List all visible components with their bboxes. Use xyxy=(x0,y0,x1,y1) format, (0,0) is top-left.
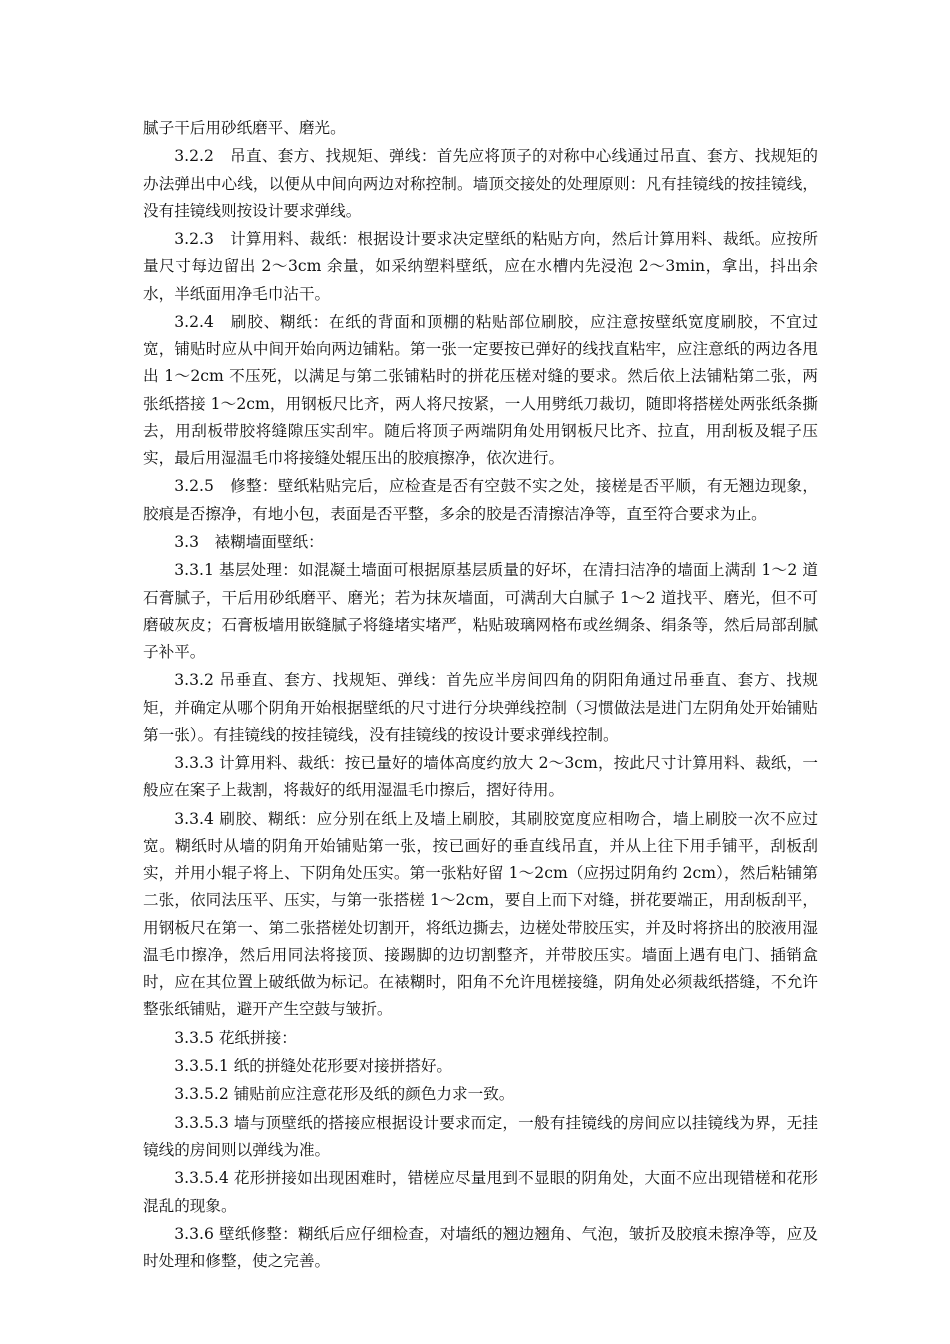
paragraph-3-3-5-4: 3.3.5.4 花形拼接如出现困难时，错槎应尽量甩到不显眼的阴角处，大面不应出现错槎和花形混乱的现象。 xyxy=(143,1169,818,1215)
paragraph-3-2-2: 3.2.2 吊直、套方、找规矩、弹线：首先应将顶子的对称中心线通过吊直、套方、找规矩的办法弹出中心线，以便从中间向两边对称控制。墙顶交接处的处理原则：凡有挂镜线的按挂镜线，没有挂镜线则按设计要求弹线。 xyxy=(143,147,818,220)
paragraph-3-3-5-2: 3.3.5.2 铺贴前应注意花形及纸的颜色力求一致。 xyxy=(174,1085,515,1104)
section-heading-3-3: 3.3 裱糊墙面壁纸： xyxy=(174,532,324,551)
paragraph-3-3-5: 3.3.5 花纸拼接： xyxy=(174,1028,297,1047)
paragraph-3-3-4: 3.3.4 刷胶、糊纸：应分别在纸上及墙上刷胶，其刷胶宽度应相吻合，墙上刷胶一次不应过宽。糊纸时从墙的阴角开始铺贴第一张，按已画好的垂直线吊直，并从上往下用手铺平，刮板刮实，并用小辊子将上、下阴角处压实。第一张粘好留 1～2cm（应拐过阴角约 2cm），然后粘铺第二张，依同法压平、压实，与第一张搭槎 1～2cm，要自上而下对缝，拼花要端正，用刮板刮平，用钢板尺在第一、第二张搭槎处切割开，将纸边撕去，边槎处带胶压实，并及时将挤出的胶液用湿温毛巾擦净，然后用同法将接顶、接踢脚的边切割整齐，并带胶压实。墙面上遇有电门、插销盒时，应在其位置上破纸做为标记。在裱糊时，阳角不允许甩槎接缝，阴角处必须裁纸搭缝，不允许整张纸铺贴，避开产生空鼓与皱折。 xyxy=(143,809,818,1019)
document-body xyxy=(143,115,818,1277)
paragraph-3-3-5-1: 3.3.5.1 纸的拼缝处花形要对接拼搭好。 xyxy=(174,1056,453,1075)
paragraph-3-3-1: 3.3.1 基层处理：如混凝土墙面可根据原基层质量的好坏，在清扫洁净的墙面上满刮 1～2 道石膏腻子，干后用砂纸磨平、磨光；若为抹灰墙面，可满刮大白腻子 1～2 道找平、磨光，但不可磨破灰皮；石膏板墙用嵌缝腻子将缝堵实堵严，粘贴玻璃网格布或丝绸条、绢条等，然后局部刮腻子补平。 xyxy=(143,561,818,661)
paragraph-intro: 腻子干后用砂纸磨平、磨光。 xyxy=(143,119,346,137)
paragraph-3-2-5: 3.2.5 修整：壁纸粘贴完后，应检查是否有空鼓不实之处，接槎是否平顺，有无翘边现象，胶痕是否擦净，有地小包，表面是否平整，多余的胶是否清擦洁净等，直至符合要求为止。 xyxy=(143,477,818,523)
paragraph-3-3-2: 3.3.2 吊垂直、套方、找规矩、弹线：首先应半房间四角的阴阳角通过吊垂直、套方、找规矩，并确定从哪个阴角开始根据壁纸的尺寸进行分块弹线控制（习惯做法是进门左阴角处开始铺贴第一张）。有挂镜线的按挂镜线，没有挂镜线的按设计要求弹线控制。 xyxy=(143,671,818,744)
paragraph-3-2-3: 3.2.3 计算用料、裁纸：根据设计要求决定壁纸的粘贴方向，然后计算用料、裁纸。应按所量尺寸每边留出 2～3cm 余量，如采纳塑料壁纸，应在水槽内先浸泡 2～3min，拿出，抖出余水，半纸面用净毛巾沾干。 xyxy=(143,230,818,303)
paragraph-3-3-6: 3.3.6 壁纸修整：糊纸后应仔细检查，对墙纸的翘边翘角、气泡，皱折及胶痕未擦净等，应及时处理和修整，使之完善。 xyxy=(143,1224,818,1271)
paragraph-3-2-4: 3.2.4 刷胶、糊纸：在纸的背面和顶棚的粘贴部位刷胶，应注意按壁纸宽度刷胶，不宜过宽，铺贴时应从中间开始向两边铺粘。第一张一定要按已弹好的线找直粘牢，应注意纸的两边各甩出 1～2cm 不压死，以满足与第二张铺粘时的拼花压槎对缝的要求。然后依上法铺粘第二张，两张纸搭接 1～2cm，用钢板尺比齐，两人将尺按紧，一人用劈纸刀裁切，随即将搭槎处两张纸条撕去，用刮板带胶将缝隙压实刮牢。随后将顶子两端阴角处用钢板尺比齐、拉直，用刮板及辊子压实，最后用湿温毛巾将接缝处辊压出的胶痕擦净，依次进行。 xyxy=(143,312,818,467)
paragraph-3-3-5-3: 3.3.5.3 墙与顶壁纸的搭接应根据设计要求而定，一般有挂镜线的房间应以挂镜线为界，无挂镜线的房间则以弹线为准。 xyxy=(143,1113,818,1159)
paragraph-3-3-3: 3.3.3 计算用料、裁纸：按已量好的墙体高度约放大 2～3cm，按此尺寸计算用料、裁纸，一般应在案子上裁割，将裁好的纸用湿温毛巾擦后，摺好待用。 xyxy=(143,754,818,800)
